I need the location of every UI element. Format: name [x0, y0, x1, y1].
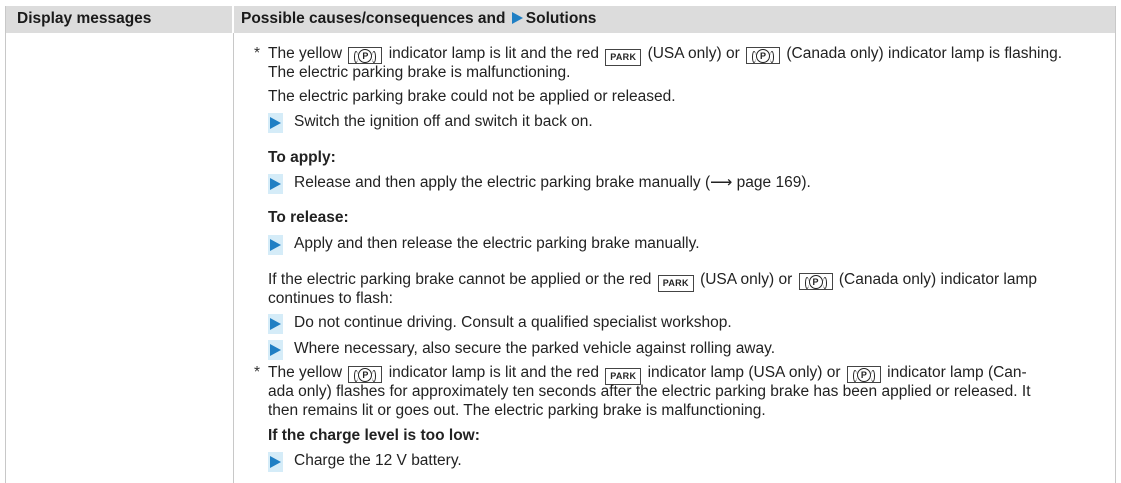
- step-charge-battery: Charge the 12 V battery.: [294, 452, 462, 469]
- text: indicator lamp (USA only) or: [647, 364, 841, 381]
- block1-line3: The electric parking brake could not be applied or released.: [268, 88, 676, 105]
- park-lamp-icon: PARK: [605, 368, 641, 385]
- block2-line2: ada only) flashes for approximately ten seconds after the electric parking brake has been applied or released. It: [268, 383, 1031, 400]
- step-release: Apply and then release the electric parking brake manually.: [294, 235, 700, 252]
- p-symbol: P: [358, 49, 372, 63]
- park-lamp-icon: PARK: [605, 49, 641, 66]
- text: indicator lamp is lit and the red: [388, 45, 599, 62]
- parking-brake-lamp-icon: [847, 366, 881, 383]
- p-symbol: P: [809, 275, 823, 289]
- step-arrow-icon: [268, 174, 283, 194]
- step-arrow-icon: [268, 340, 283, 360]
- parking-brake-lamp-icon: [348, 366, 382, 383]
- apply-heading: To apply:: [268, 149, 336, 166]
- text: (Canada only) indicator lamp is flashing.: [786, 45, 1063, 62]
- text: indicator lamp is lit and the red: [388, 364, 599, 381]
- text: (USA only) or: [647, 45, 740, 62]
- parking-brake-lamp-icon: [799, 273, 833, 290]
- text: The yellow: [268, 364, 343, 381]
- release-heading: To release:: [268, 209, 349, 226]
- text: If the electric parking brake cannot be applied or the red: [268, 271, 652, 288]
- header-solutions-label: Solutions: [525, 10, 597, 27]
- p-symbol: P: [358, 368, 372, 382]
- text: (Canada only) indicator lamp: [838, 271, 1038, 288]
- p-symbol: P: [756, 49, 770, 63]
- parking-brake-lamp-icon: [348, 47, 382, 64]
- charge-heading: If the charge level is too low:: [268, 427, 480, 444]
- footnote-star: *: [254, 45, 261, 62]
- header-causes-label: Possible causes/consequences and: [241, 10, 506, 27]
- header-display-messages: Display messages: [17, 10, 152, 27]
- step-arrow-icon: [268, 452, 283, 472]
- parking-brake-lamp-icon: [746, 47, 780, 64]
- step-apply: Release and then apply the electric parking brake manually (⟶ page 169).: [294, 174, 811, 191]
- step-secure-vehicle: Where necessary, also secure the parked vehicle against rolling away.: [294, 340, 776, 357]
- text: (USA only) or: [700, 271, 793, 288]
- text: indicator lamp (Can-: [887, 364, 1027, 381]
- footnote-star: *: [254, 364, 261, 381]
- step-arrow-icon: [268, 314, 283, 334]
- block1-line2: The electric parking brake is malfunctioning.: [268, 64, 571, 81]
- step-arrow-icon: [268, 113, 283, 133]
- block1-line5: continues to flash:: [268, 290, 393, 307]
- text: The yellow: [268, 45, 343, 62]
- p-symbol: P: [857, 368, 871, 382]
- park-lamp-icon: PARK: [658, 275, 694, 292]
- step-ignition: Switch the ignition off and switch it back on.: [294, 113, 593, 130]
- step-consult-workshop: Do not continue driving. Consult a qualified specialist workshop.: [294, 314, 732, 331]
- step-arrow-icon: [268, 235, 283, 255]
- block2-line3: then remains lit or goes out. The electric parking brake is malfunctioning.: [268, 402, 766, 419]
